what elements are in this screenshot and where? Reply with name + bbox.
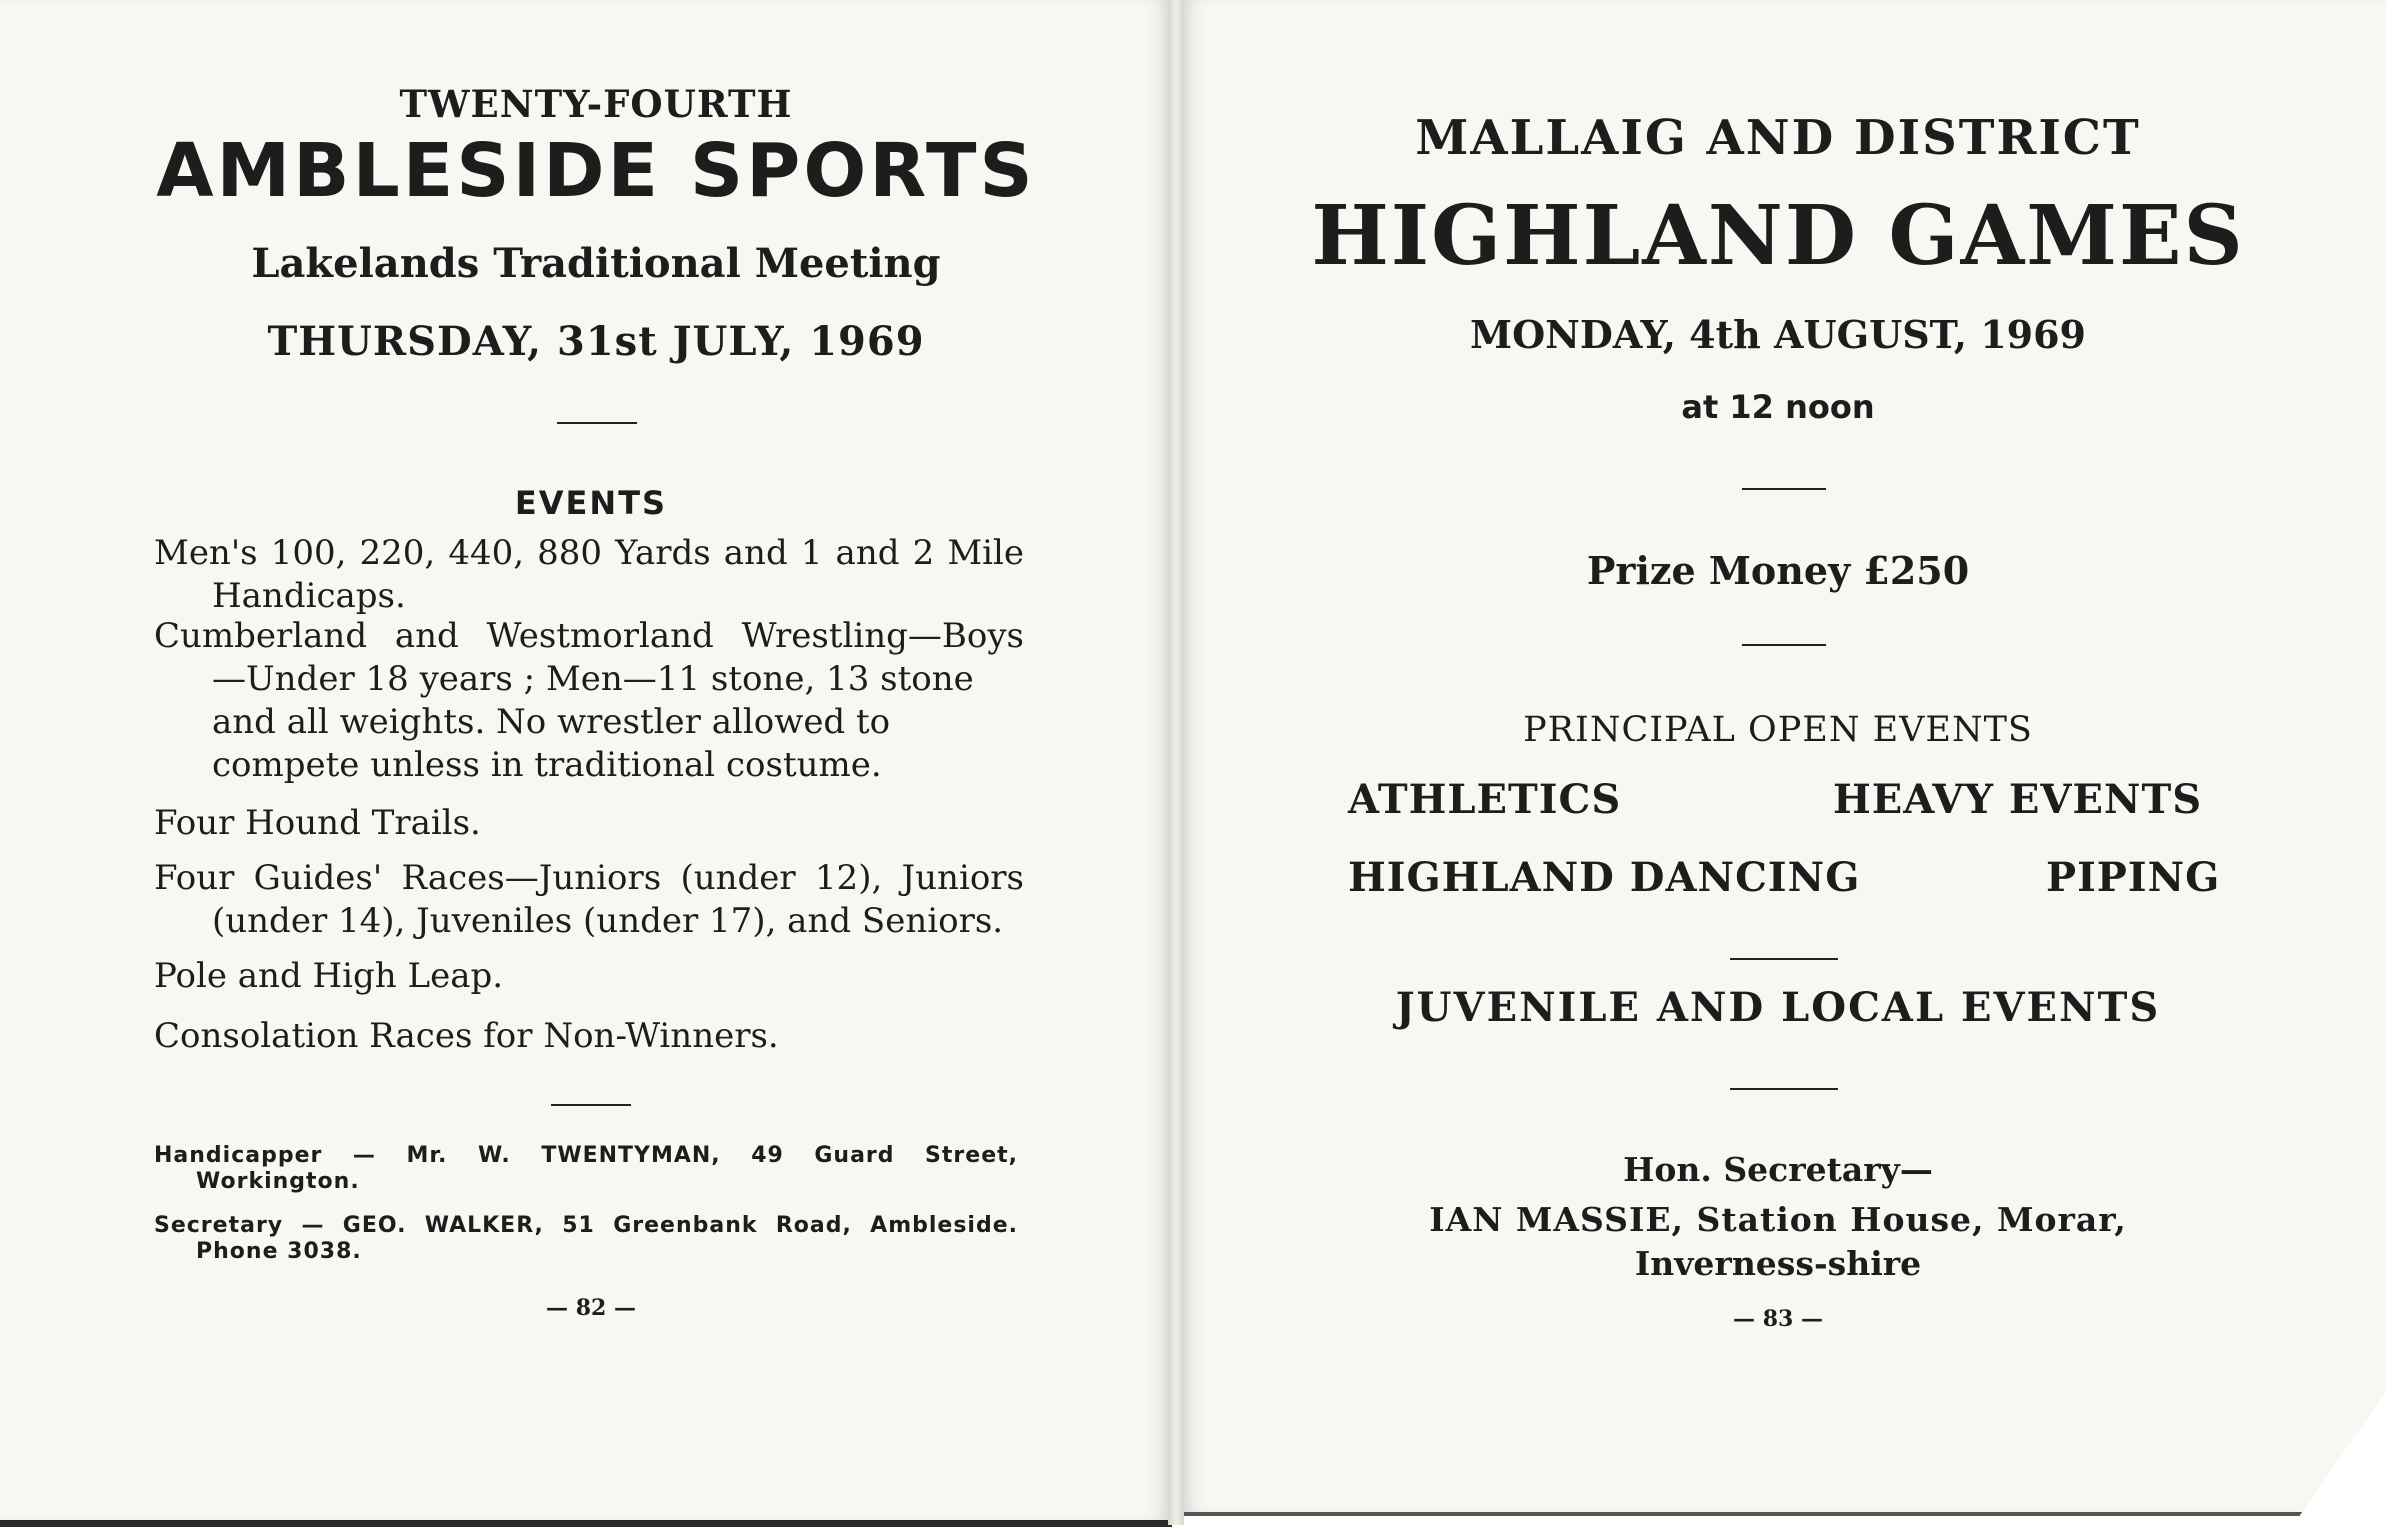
event-line: (under 14), Juveniles (under 17), and Seniors. — [212, 901, 1004, 941]
event-item — [154, 615, 1024, 787]
mallaig-kicker: MALLAIG AND DISTRICT — [1415, 110, 2141, 166]
event-athletics: ATHLETICS — [1348, 776, 1622, 823]
event-line: Pole and High Leap. — [154, 956, 504, 996]
page-number: — 83 — — [1733, 1306, 1823, 1332]
event-line: Four Guides' Races—Juniors (under 12), Juniors — [154, 858, 1024, 898]
juvenile-events: JUVENILE AND LOCAL EVENTS — [1395, 984, 2161, 1031]
folded-corner — [2296, 1391, 2386, 1521]
event-line: Handicaps. — [212, 576, 406, 616]
divider-rule — [551, 1104, 631, 1106]
event-line: compete unless in traditional costume. — [212, 745, 882, 785]
secretary-county: Inverness-shire — [1634, 1244, 1922, 1283]
event-item — [154, 802, 1024, 845]
event-line: Consolation Races for Non-Winners. — [154, 1016, 779, 1056]
ambleside-kicker: TWENTY-FOURTH — [399, 82, 793, 126]
ambleside-title: AMBLESIDE SPORTS — [156, 128, 1036, 214]
divider-rule — [1730, 1088, 1838, 1090]
secretary-credit — [154, 1213, 1018, 1265]
credit-line: Phone 3038. — [196, 1239, 362, 1264]
handicapper-credit — [154, 1143, 1018, 1195]
highland-games-date: MONDAY, 4th AUGUST, 1969 — [1470, 312, 2086, 357]
ambleside-date: THURSDAY, 31st JULY, 1969 — [267, 318, 925, 365]
divider-rule — [557, 422, 637, 424]
page-number: — 82 — — [546, 1295, 636, 1321]
secretary-label: Hon. Secretary— — [1623, 1150, 1933, 1189]
divider-rule — [1742, 644, 1826, 646]
event-item — [154, 857, 1024, 943]
event-line: Four Hound Trails. — [154, 803, 481, 843]
event-line: —Under 18 years ; Men—11 stone, 13 stone — [212, 659, 974, 699]
secretary-name: IAN MASSIE, Station House, Morar, — [1429, 1200, 2127, 1239]
event-dancing: HIGHLAND DANCING — [1348, 854, 1861, 901]
highland-games-time: at 12 noon — [1681, 388, 1875, 426]
event-item — [154, 955, 1024, 998]
divider-rule — [1730, 958, 1838, 960]
principal-events-heading: PRINCIPAL OPEN EVENTS — [1523, 710, 2033, 750]
divider-rule — [1742, 488, 1826, 490]
prize-money: Prize Money £250 — [1586, 548, 1970, 593]
events-heading: EVENTS — [514, 484, 668, 522]
credit-line: Secretary — GEO. WALKER, 51 Greenbank Road, Ambleside. — [154, 1213, 1018, 1238]
credit-line: Workington. — [196, 1169, 360, 1194]
event-piping: PIPING — [2046, 854, 2221, 901]
event-item — [154, 532, 1024, 618]
event-line: Cumberland and Westmorland Wrestling—Boys — [154, 616, 1024, 656]
ambleside-subtitle: Lakelands Traditional Meeting — [251, 240, 941, 287]
event-heavy: HEAVY EVENTS — [1833, 776, 2203, 823]
highland-games-title: HIGHLAND GAMES — [1311, 188, 2245, 284]
credit-line: Handicapper — Mr. W. TWENTYMAN, 49 Guard Street, — [154, 1143, 1018, 1168]
event-line: Men's 100, 220, 440, 880 Yards and 1 and 2 Mile — [154, 533, 1024, 573]
event-item — [154, 1015, 1024, 1058]
event-line: and all weights. No wrestler allowed to — [212, 702, 891, 742]
